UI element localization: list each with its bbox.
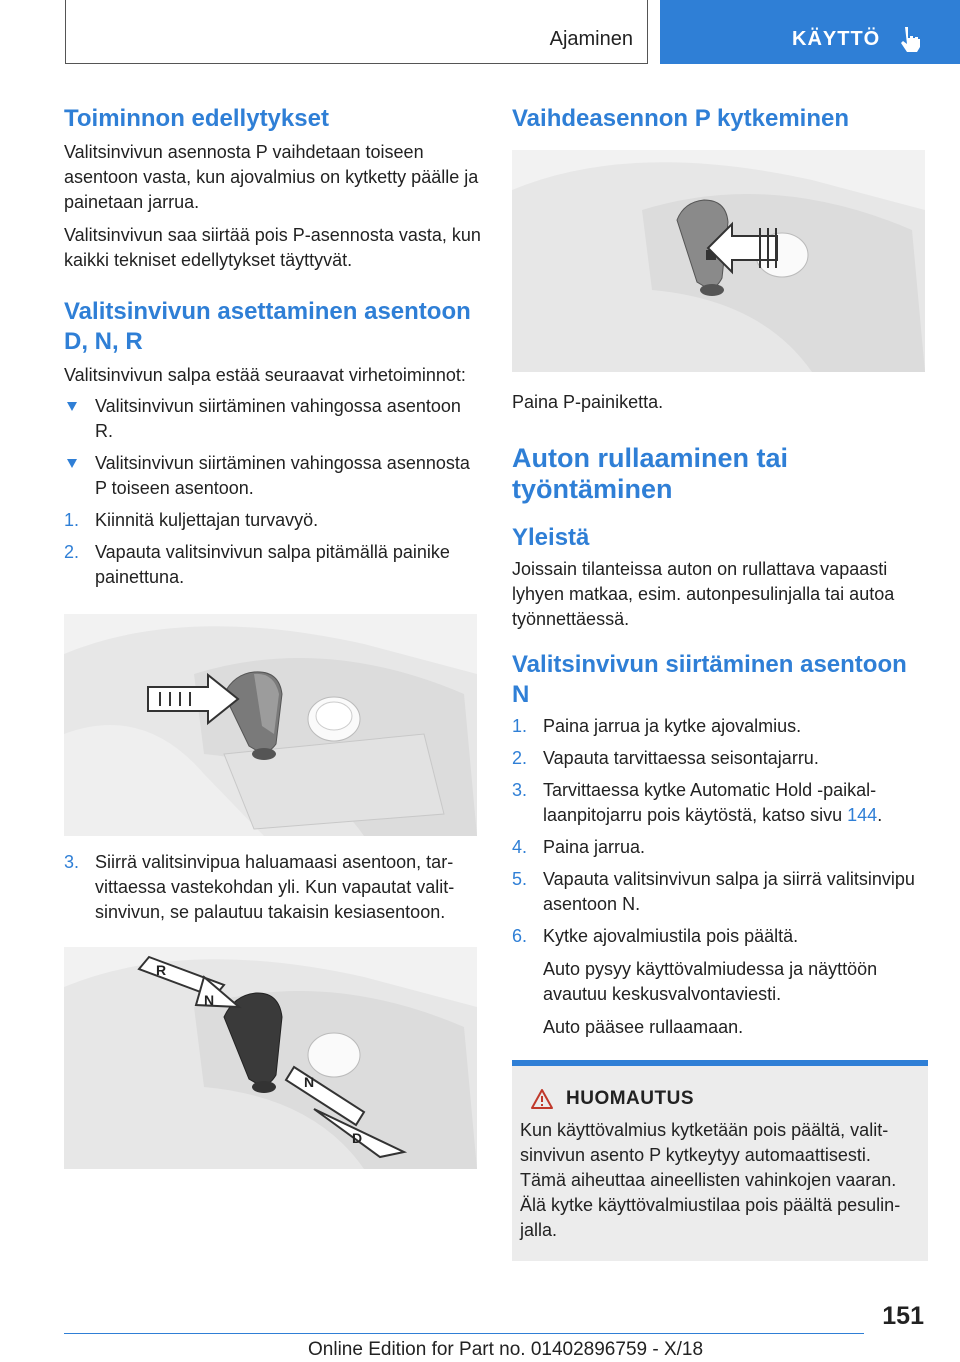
chapter-tab[interactable] — [660, 0, 960, 64]
steps-list — [64, 850, 482, 925]
left-column — [64, 104, 482, 1169]
paragraph: Valitsinvivun saa siirtää pois P-asennosta vasta, kun kaikki tekniset edellytykset täyttyvät. — [64, 225, 481, 270]
pointing-hand-icon — [896, 24, 926, 54]
position-d-label: D — [352, 1130, 363, 1146]
step-note: Auto pysyy käyttövalmiudessa ja näyttöön avautuu keskusvalvontaviesti. — [543, 959, 878, 1004]
position-n-label: N — [204, 992, 215, 1008]
position-r-label: R — [156, 962, 167, 978]
list-item: 3. Tarvittaessa kytke Automatic Hold -paikallaanpitojarru pois käytöstä, katso sivu 144. — [512, 780, 883, 825]
list-item: 5. Vapauta valitsinvivun salpa ja siirrä valitsinvipu asentoon N. — [512, 869, 915, 914]
list-item: 4. Paina jarrua. — [512, 837, 646, 857]
paragraph: Valitsinvivun asennosta P vaihdetaan toiseen asentoon vasta, kun ajovalmius on kytketty päälle ja painetaan jarrua. — [64, 142, 479, 212]
note-title: HUOMAUTUS — [566, 1088, 694, 1109]
steps-list — [512, 714, 930, 949]
heading-requirements: Toiminnon edellytykset — [64, 105, 329, 132]
illustration-shift-positions — [64, 947, 477, 1169]
footer-divider — [64, 1333, 864, 1334]
triangle-bullet-icon — [67, 459, 77, 468]
list-item: 3. Siirrä valitsinvipua haluamaasi asentoon, tarvittaessa vastekohdan yli. Kun vapautat valitsinvivun, se palautuu takaisin kesiasentoon. — [64, 852, 455, 922]
warning-triangle-icon — [530, 1088, 554, 1110]
list-item: Valitsinvivun siirtäminen vahingossa asennosta P toiseen asentoon. — [64, 451, 482, 501]
step-note: Auto pääsee rullaamaan. — [543, 1017, 744, 1037]
list-item: Valitsinvivun siirtäminen vahingossa asentoon R. — [64, 394, 482, 444]
list-item: 2. Vapauta tarvittaessa seisontajarru. — [512, 748, 819, 768]
heading-neutral: Valitsinvivun siirtäminen asentoon N — [512, 651, 907, 708]
paragraph: Valitsinvivun salpa estää seuraavat virhetoiminnot: — [64, 365, 466, 385]
illustration-release-lock — [64, 614, 477, 836]
note-header — [520, 1088, 920, 1110]
list-item: 6. Kytke ajovalmiustila pois päältä. — [512, 926, 799, 946]
page-reference-link[interactable]: 144 — [847, 805, 878, 825]
list-item: 1. Kiinnitä kuljettajan turvavyö. — [64, 510, 319, 530]
page-number: 151 — [882, 1302, 924, 1330]
section-title: Ajaminen — [549, 28, 633, 50]
position-n-label: N — [304, 1074, 315, 1090]
paragraph: Joissain tilanteissa auton on rullattava vapaasti lyhyen matkaa, esim. autonpesulinjalla tai autoa työnnettäessä. — [512, 559, 895, 629]
footer-edition: Online Edition for Part no. 01402896759 - X/18 — [308, 1339, 704, 1360]
right-column — [512, 104, 930, 1261]
list-item: 1. Paina jarrua ja kytke ajovalmius. — [512, 716, 802, 736]
header-frame — [65, 0, 648, 64]
paragraph: Paina P-painiketta. — [512, 392, 664, 412]
heading-rolling: Auton rullaaminen tai työntäminen — [512, 443, 789, 504]
triangle-bullet-icon — [67, 402, 77, 411]
list-item: 2. Vapauta valitsinvivun salpa pitämällä painike painettuna. — [64, 542, 450, 587]
heading-set-position: Valitsinvivun asettaminen asentoon D, N, R — [64, 298, 471, 355]
steps-list — [64, 508, 482, 590]
note-text: Kun käyttövalmius kytketään pois päältä, valitsinvivun asento P kytkeytyy automaattisesti. Tämä aiheuttaa aineellisten vahinkojen vaaran. Älä kytke käyttövalmiustilaa pois päältä pesulinjalla. — [520, 1120, 901, 1240]
heading-general: Yleistä — [512, 524, 590, 551]
caution-note — [512, 1060, 928, 1261]
chapter-tab-label: KÄYTTÖ — [792, 28, 881, 50]
bullet-list — [64, 394, 482, 501]
heading-park: Vaihdeasennon P kytkeminen — [512, 105, 850, 132]
illustration-park-button — [512, 150, 925, 372]
